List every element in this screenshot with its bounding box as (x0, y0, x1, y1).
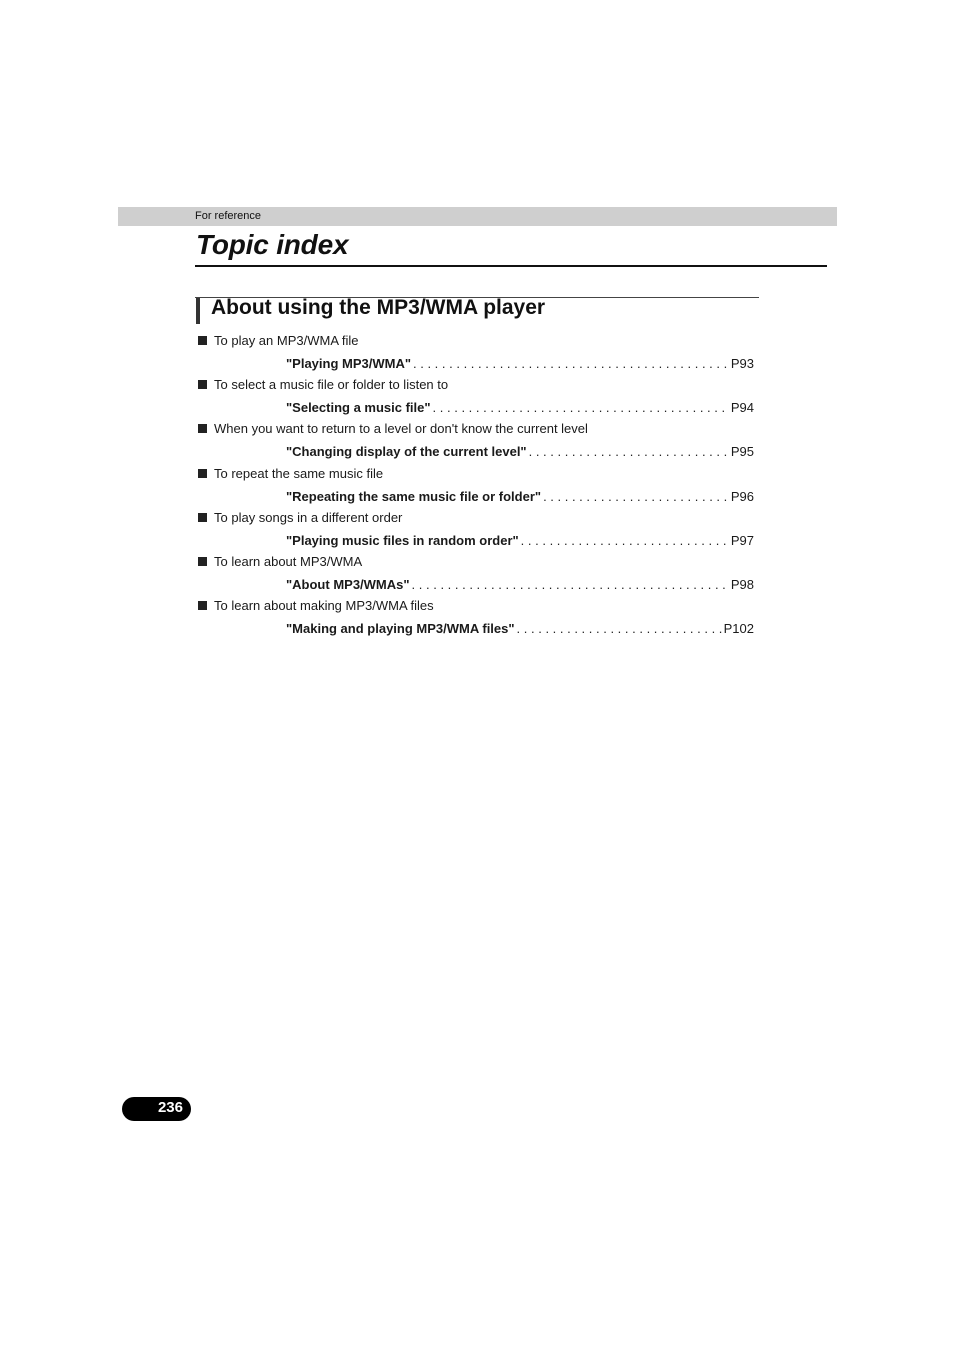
topic-text: To play songs in a different order (214, 509, 403, 525)
topic-item (196, 595, 756, 639)
reference-link[interactable] (286, 444, 754, 459)
topic-item (196, 507, 756, 551)
reference-link[interactable] (286, 533, 754, 548)
section-heading: About using the MP3/WMA player (211, 296, 546, 319)
reference-title: "Repeating the same music file or folder" (286, 488, 542, 504)
topic-item (196, 330, 756, 374)
topic-text: To play an MP3/WMA file (214, 333, 359, 348)
reference-link[interactable] (286, 400, 754, 415)
reference-page: P96 (730, 488, 754, 504)
dot-leader (529, 444, 729, 459)
reference-title: "Making and playing MP3/WMA files" (286, 621, 515, 637)
topic-text: To learn about making MP3/WMA files (214, 598, 434, 614)
page-title: Topic index (196, 229, 349, 260)
reference-page: P102 (723, 621, 754, 637)
dot-leader (521, 533, 729, 548)
dot-leader (543, 489, 729, 504)
reference-link[interactable] (286, 489, 754, 504)
reference-title: "Changing display of the current level" (286, 444, 527, 460)
reference-link[interactable] (286, 577, 754, 592)
square-bullet-icon (198, 424, 207, 433)
dot-leader (433, 400, 729, 415)
topic-text: To repeat the same music file (214, 465, 384, 481)
square-bullet-icon (198, 601, 207, 610)
reference-page: P97 (730, 532, 754, 548)
reference-title: "Selecting a music file" (286, 400, 431, 416)
square-bullet-icon (198, 557, 207, 566)
reference-page: P95 (730, 444, 754, 460)
reference-title: "Playing music files in random order" (286, 532, 519, 548)
topic-item (196, 463, 756, 507)
reference-title: "Playing MP3/WMA" (286, 356, 412, 371)
reference-page: P98 (730, 576, 754, 592)
reference-page: P93 (730, 356, 754, 371)
square-bullet-icon (198, 513, 207, 522)
section-bar (196, 298, 200, 324)
square-bullet-icon (198, 469, 207, 478)
reference-link[interactable] (286, 356, 754, 371)
topic-text: When you want to return to a level or don't know the current level (214, 421, 588, 437)
topic-list (196, 330, 756, 639)
page-number: 236 (157, 1099, 183, 1116)
dot-leader (412, 577, 729, 592)
topic-item (196, 551, 756, 595)
title-rule (195, 265, 827, 267)
reference-page: P94 (730, 400, 754, 416)
page-number-tab (122, 1097, 191, 1121)
topic-text: To select a music file or folder to listen to (214, 377, 449, 393)
topic-text: To learn about MP3/WMA (214, 553, 363, 569)
dot-leader (413, 356, 729, 371)
topic-item (196, 374, 756, 418)
topic-item (196, 418, 756, 462)
header-band (118, 207, 837, 226)
dot-leader (517, 621, 722, 636)
reference-title: "About MP3/WMAs" (286, 576, 410, 592)
reference-link[interactable] (286, 621, 754, 636)
square-bullet-icon (198, 380, 207, 389)
square-bullet-icon (198, 336, 207, 345)
section-label: For reference (195, 210, 262, 222)
